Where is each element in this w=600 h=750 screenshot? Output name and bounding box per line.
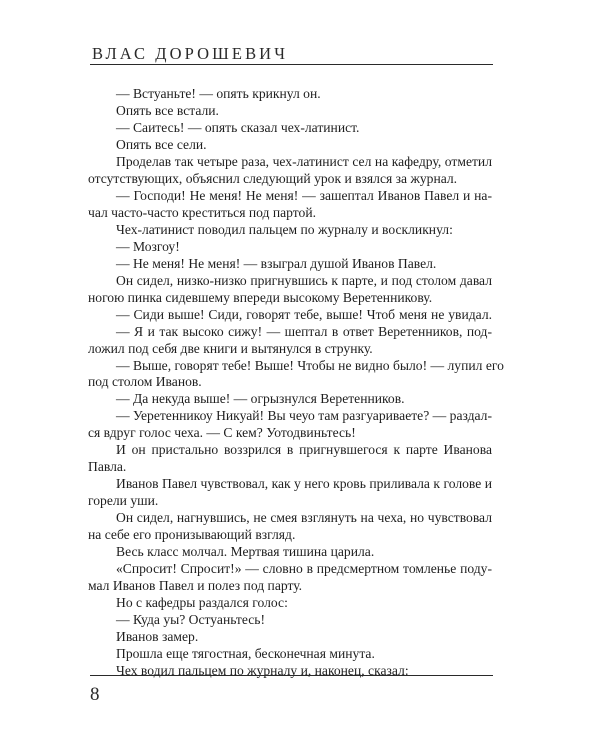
text-line: — Сиди выше! Сиди, говорят тебе, выше! Чтоб меня не увидал.	[116, 306, 492, 322]
text-line: Весь класс молчал. Мертвая тишина царила.	[116, 544, 375, 560]
text-line: Павла.	[88, 459, 127, 475]
text-line: — Не меня! Не меня! — взыграл душой Иванов Павел.	[116, 255, 437, 271]
text-line: на себе его пронизывающий взгляд.	[88, 527, 296, 543]
text-line: И он пристально воззрился в пригнувшегося к парте Иванова	[116, 442, 492, 458]
text-line: — Да некуда выше! — огрызнулся Веретенников.	[116, 391, 405, 407]
text-line: под столом Иванов.	[88, 374, 202, 390]
text-line: — Саитесь! — опять сказал чех-латинист.	[116, 119, 360, 135]
text-line: — Встуаньте! — опять крикнул он.	[116, 86, 321, 101]
text-line: горели уши.	[88, 493, 159, 509]
text-line: Он сидел, низко-низко пригнувшись к парте, и под столом давал	[116, 272, 492, 288]
text-line: Опять все встали.	[116, 102, 219, 118]
text-line: Опять все сели.	[116, 136, 207, 152]
body-text	[88, 86, 504, 680]
text-line: Проделав так четыре раза, чех-латинист сел на кафедру, отметил	[116, 153, 492, 169]
text-line: — Мозгоу!	[116, 238, 180, 254]
text-line: отсутствующих, объяснил следующий урок и взялся за журнал.	[88, 170, 458, 186]
text-line: Но с кафедры раздался голос:	[116, 595, 288, 611]
text-line: Иванов Павел чувствовал, как у него кровь приливала к голове и	[116, 476, 492, 492]
page-number: 8	[90, 684, 100, 705]
text-line: чал часто-часто креститься под партой.	[88, 204, 317, 220]
text-line: ногою пинка сидевшему впереди высокому Веретенникову.	[88, 289, 433, 305]
text-line: — Я и так высоко сижу! — шептал в ответ Веретенников, под-	[116, 323, 492, 339]
text-line: мал Иванов Павел и полез под парту.	[88, 578, 303, 594]
text-line: ложил под себя две книги и вытянулся в струнку.	[88, 340, 373, 356]
text-line: Прошла еще тягостная, бесконечная минута.	[116, 645, 375, 661]
text-line: Он сидел, нагнувшись, не смея взглянуть на чеха, но чувствовал	[116, 510, 492, 526]
text-line: — Господи! Не меня! Не меня! — зашептал Иванов Павел и на-	[116, 187, 492, 203]
text-line: — Уеретенникоу Никуай! Вы чеуо там разгуариваете? — раздал-	[116, 408, 492, 424]
footer-rule	[90, 675, 493, 676]
text-line: «Спросит! Спросит!» — словно в предсмертном томленье поду-	[116, 561, 492, 577]
text-line: Иванов замер.	[116, 629, 199, 644]
text-line: — Куда уы? Остуаньтесь!	[116, 612, 265, 628]
running-head: ВЛАС ДОРОШЕВИЧ	[92, 44, 289, 63]
text-line: ся вдруг голос чеха. — С кем? Уотодвиньтесь!	[88, 425, 356, 441]
text-line: — Выше, говорят тебе! Выше! Чтобы не видно было! — лупил его	[116, 357, 504, 373]
header-rule	[90, 64, 493, 65]
text-line: Чех-латинист поводил пальцем по журналу и воскликнул:	[116, 221, 453, 237]
text-line: Чех водил пальцем по журналу и, наконец, сказал:	[116, 662, 409, 678]
